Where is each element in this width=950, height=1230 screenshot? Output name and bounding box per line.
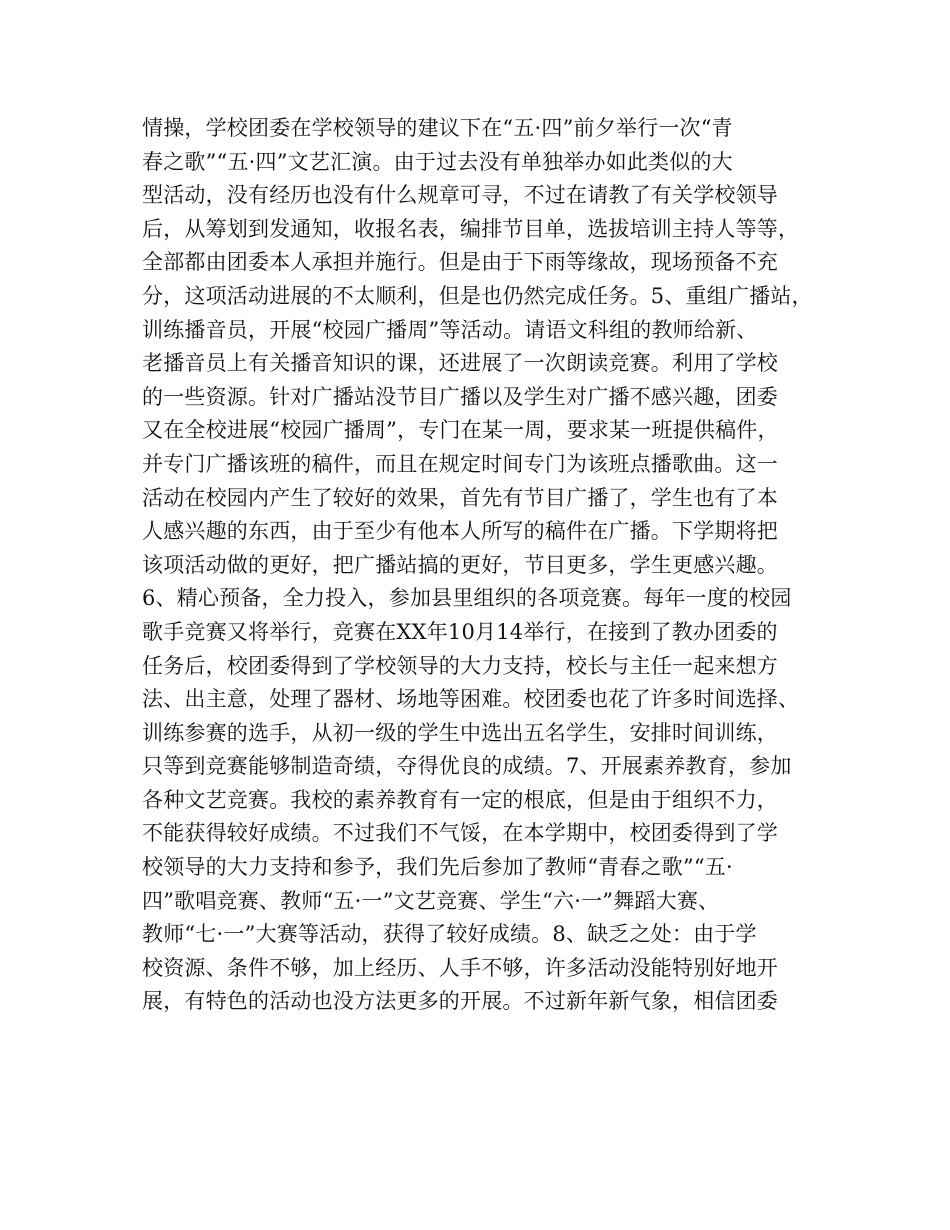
text-line: 四”歌唱竞赛、教师“五·一”文艺竞赛、学生“六·一”舞蹈大赛、 [142,888,720,913]
text-line: 展，有特色的活动也没方法更多的开展。不过新年新气象，相信团委 [142,989,778,1014]
body-text [142,112,832,1019]
text-line: 各种文艺竞赛。我校的素养教育有一定的根底，但是由于组织不力， [142,787,778,812]
text-line: 分，这项活动进展的不太顺利，但是也仍然完成任务。5、重组广播站， [142,283,813,308]
text-line: 老播音员上有关播音知识的课，还进展了一次朗读竞赛。利用了学校 [142,351,778,376]
text-line: 训练播音员，开展“校园广播周”等活动。请语文科组的教师给新、 [142,317,758,342]
text-line: 后，从筹划到发通知，收报名表，编排节目单，选拔培训主持人等等， [142,216,800,241]
text-line: 6、精心预备，全力投入，参加县里组织的各项竞赛。每年一度的校园 [142,586,792,611]
text-line: 任务后，校团委得到了学校领导的大力支持，校长与主任一起来想方 [142,653,778,678]
text-line: 校资源、条件不够，加上经历、人手不够，许多活动没能特别好地开 [142,955,778,980]
text-line: 只等到竞赛能够制造奇绩，夺得优良的成绩。7、开展素养教育，参加 [142,754,792,779]
text-line: 训练参赛的选手，从初一级的学生中选出五名学生，安排时间训练， [142,720,778,745]
text-line: 春之歌”“五·四”文艺汇演。由于过去没有单独举办如此类似的大 [142,149,733,174]
text-line: 校领导的大力支持和参予，我们先后参加了教师“青春之歌”“五· [142,855,733,880]
text-line: 并专门广播该班的稿件，而且在规定时间专门为该班点播歌曲。这一 [142,451,778,476]
text-line: 教师“七·一”大赛等活动，获得了较好成绩。8、缺乏之处：由于学 [142,922,757,947]
text-line: 情操，学校团委在学校领导的建议下在“五·四”前夕举行一次“青 [142,116,733,140]
text-line: 不能获得较好成绩。不过我们不气馁，在本学期中，校团委得到了学 [142,821,778,846]
text-line: 又在全校进展“校园广播周”，专门在某一周，要求某一班提供稿件， [142,418,779,443]
text-line: 全部都由团委本人承担并施行。但是由于下雨等缘故，现场预备不充 [142,250,778,275]
text-line: 活动在校园内产生了较好的效果，首先有节目广播了，学生也有了本 [142,485,778,510]
text-line: 法、出主意，处理了器材、场地等困难。校团委也花了许多时间选择、 [142,687,800,712]
text-line: 歌手竞赛又将举行，竞赛在XX年10月14举行，在接到了教办团委的 [142,619,778,644]
text-line: 该项活动做的更好，把广播站搞的更好，节目更多，学生更感兴趣。 [142,552,778,577]
text-line: 人感兴趣的东西，由于至少有他本人所写的稿件在广播。下学期将把 [142,519,778,544]
text-line: 型活动，没有经历也没有什么规章可寻，不过在请教了有关学校领导 [142,183,778,208]
text-line: 的一些资源。针对广播站没节目广播以及学生对广播不感兴趣，团委 [142,384,778,409]
